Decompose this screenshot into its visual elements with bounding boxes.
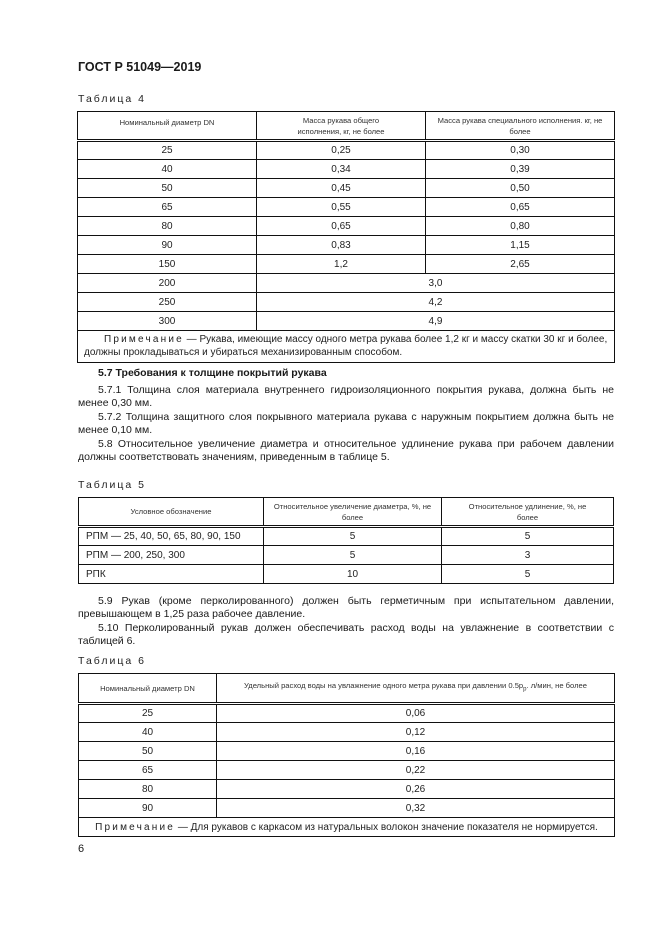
table-row: [79, 527, 614, 546]
table4-note: [78, 331, 615, 363]
table6-header-dn: Номинальный диаметр DN: [79, 674, 217, 704]
cell-designation: РПМ — 25, 40, 50, 65, 80, 90, 150: [79, 527, 264, 546]
paragraph-5-7-2: 5.7.2 Толщина защитного слоя покрывного материала рукава с наружным покрытием должна быть не менее 0,10 мм.: [78, 411, 614, 437]
cell-designation: РПМ — 200, 250, 300: [79, 546, 264, 565]
cell-designation: РПК: [79, 565, 264, 584]
cell-dn: 25: [78, 141, 257, 160]
cell-dn: 40: [79, 723, 217, 742]
note-text: — Для рукавов с каркасом из натуральных волокон значение показателя не нормируется.: [175, 821, 598, 833]
table4: [77, 111, 615, 363]
cell-flow: 0,06: [217, 704, 615, 723]
cell-general: 0,65: [257, 217, 426, 236]
cell-general: 0,45: [257, 179, 426, 198]
note-label: Примечание: [95, 821, 176, 833]
cell-diameter-increase: 10: [264, 565, 442, 584]
cell-diameter-increase: 5: [264, 527, 442, 546]
paragraph-5-9: 5.9 Рукав (кроме перколированного) должен быть герметичным при испытательном давлении, превышающем в 1,25 раза рабочее давление.: [78, 595, 614, 621]
cell-dn: 50: [78, 179, 257, 198]
table-row: [79, 799, 615, 818]
table5-header-diameter: Относительное увеличение диаметра, %, не более: [264, 498, 442, 527]
cell-general: 0,55: [257, 198, 426, 217]
table4-note-row: [78, 331, 615, 363]
table-row: [79, 780, 615, 799]
table5-header-designation: Условное обозначение: [79, 498, 264, 527]
document-id: ГОСТ Р 51049—2019: [78, 60, 202, 74]
table4-header-dn: Номинальный диаметр DN: [78, 112, 257, 141]
cell-special: 0,80: [426, 217, 615, 236]
table-row: [78, 236, 615, 255]
cell-general: 1,2: [257, 255, 426, 274]
table5: [78, 497, 614, 584]
cell-dn: 150: [78, 255, 257, 274]
note-label: Примечание: [104, 334, 184, 345]
table6-header-flow: [217, 674, 615, 704]
table-row: [78, 274, 615, 293]
cell-dn: 65: [79, 761, 217, 780]
cell-dn: 40: [78, 160, 257, 179]
cell-flow: 0,32: [217, 799, 615, 818]
cell-general: 0,34: [257, 160, 426, 179]
cell-flow: 0,16: [217, 742, 615, 761]
cell-flow: 0,26: [217, 780, 615, 799]
cell-special: 0,39: [426, 160, 615, 179]
cell-flow: 0,12: [217, 723, 615, 742]
note-text: — Рукава, имеющие массу одного метра рукава более 1,2 кг и массу скатки 30 кг и более, должны прокладываться и убираться механизированным способом.: [84, 334, 608, 358]
table-row: [78, 141, 615, 160]
cell-dn: 80: [78, 217, 257, 236]
table4-header-special: Масса рукава специального исполнения. кг, не более: [426, 112, 615, 141]
cell-elongation: 3: [442, 546, 614, 565]
table4-caption: Таблица 4: [78, 93, 146, 105]
page-number: 6: [78, 843, 85, 855]
header-flow-subscript: р: [523, 686, 527, 693]
table-row: [79, 761, 615, 780]
cell-merged-mass: 3,0: [257, 274, 615, 293]
cell-dn: 65: [78, 198, 257, 217]
table6-caption: Таблица 6: [78, 655, 146, 667]
section-heading-5-7: 5.7 Требования к толщине покрытий рукава: [98, 367, 327, 379]
cell-dn: 90: [79, 799, 217, 818]
table-row: [78, 198, 615, 217]
table5-header-elongation: Относительное удлинение, %, не более: [442, 498, 614, 527]
cell-dn: 300: [78, 312, 257, 331]
table-row: [79, 723, 615, 742]
cell-special: 0,50: [426, 179, 615, 198]
table-row: [78, 255, 615, 274]
cell-diameter-increase: 5: [264, 546, 442, 565]
cell-general: 0,25: [257, 141, 426, 160]
table5-caption: Таблица 5: [78, 479, 146, 491]
table-row: [79, 704, 615, 723]
cell-dn: 200: [78, 274, 257, 293]
cell-dn: 250: [78, 293, 257, 312]
table-row: [78, 160, 615, 179]
table6-note: [79, 818, 615, 837]
header-flow-text: Удельный расход воды на увлажнение одного метра рукава при давлении 0.5p: [244, 681, 524, 691]
cell-special: 1,15: [426, 236, 615, 255]
cell-flow: 0,22: [217, 761, 615, 780]
cell-special: 0,65: [426, 198, 615, 217]
table-row: [79, 546, 614, 565]
table6-note-row: [79, 818, 615, 837]
cell-merged-mass: 4,2: [257, 293, 615, 312]
table-row: [78, 217, 615, 236]
cell-general: 0,83: [257, 236, 426, 255]
cell-dn: 25: [79, 704, 217, 723]
table-row: [79, 565, 614, 584]
table6: [78, 673, 615, 837]
cell-special: 0,30: [426, 141, 615, 160]
paragraph-5-7-1: 5.7.1 Толщина слоя материала внутреннего гидроизоляционного покрытия рукава, должна быть не менее 0,30 мм.: [78, 384, 614, 410]
cell-elongation: 5: [442, 527, 614, 546]
paragraph-5-8: 5.8 Относительное увеличение диаметра и относительное удлинение рукава при рабочем давлении должны соответствовать значениям, приведенным в таблице 5.: [78, 438, 614, 464]
table-row: [78, 293, 615, 312]
table4-header-general: Масса рукава общего исполнения, кг, не более: [257, 112, 426, 141]
header-flow-unit: . л/мин, не более: [526, 681, 587, 691]
table-row: [78, 312, 615, 331]
cell-dn: 80: [79, 780, 217, 799]
cell-dn: 50: [79, 742, 217, 761]
cell-elongation: 5: [442, 565, 614, 584]
cell-dn: 90: [78, 236, 257, 255]
cell-merged-mass: 4,9: [257, 312, 615, 331]
paragraph-5-10: 5.10 Перколированный рукав должен обеспечивать расход воды на увлажнение в соответствии с таблицей 6.: [78, 622, 614, 648]
table-row: [78, 179, 615, 198]
table-row: [79, 742, 615, 761]
cell-special: 2,65: [426, 255, 615, 274]
